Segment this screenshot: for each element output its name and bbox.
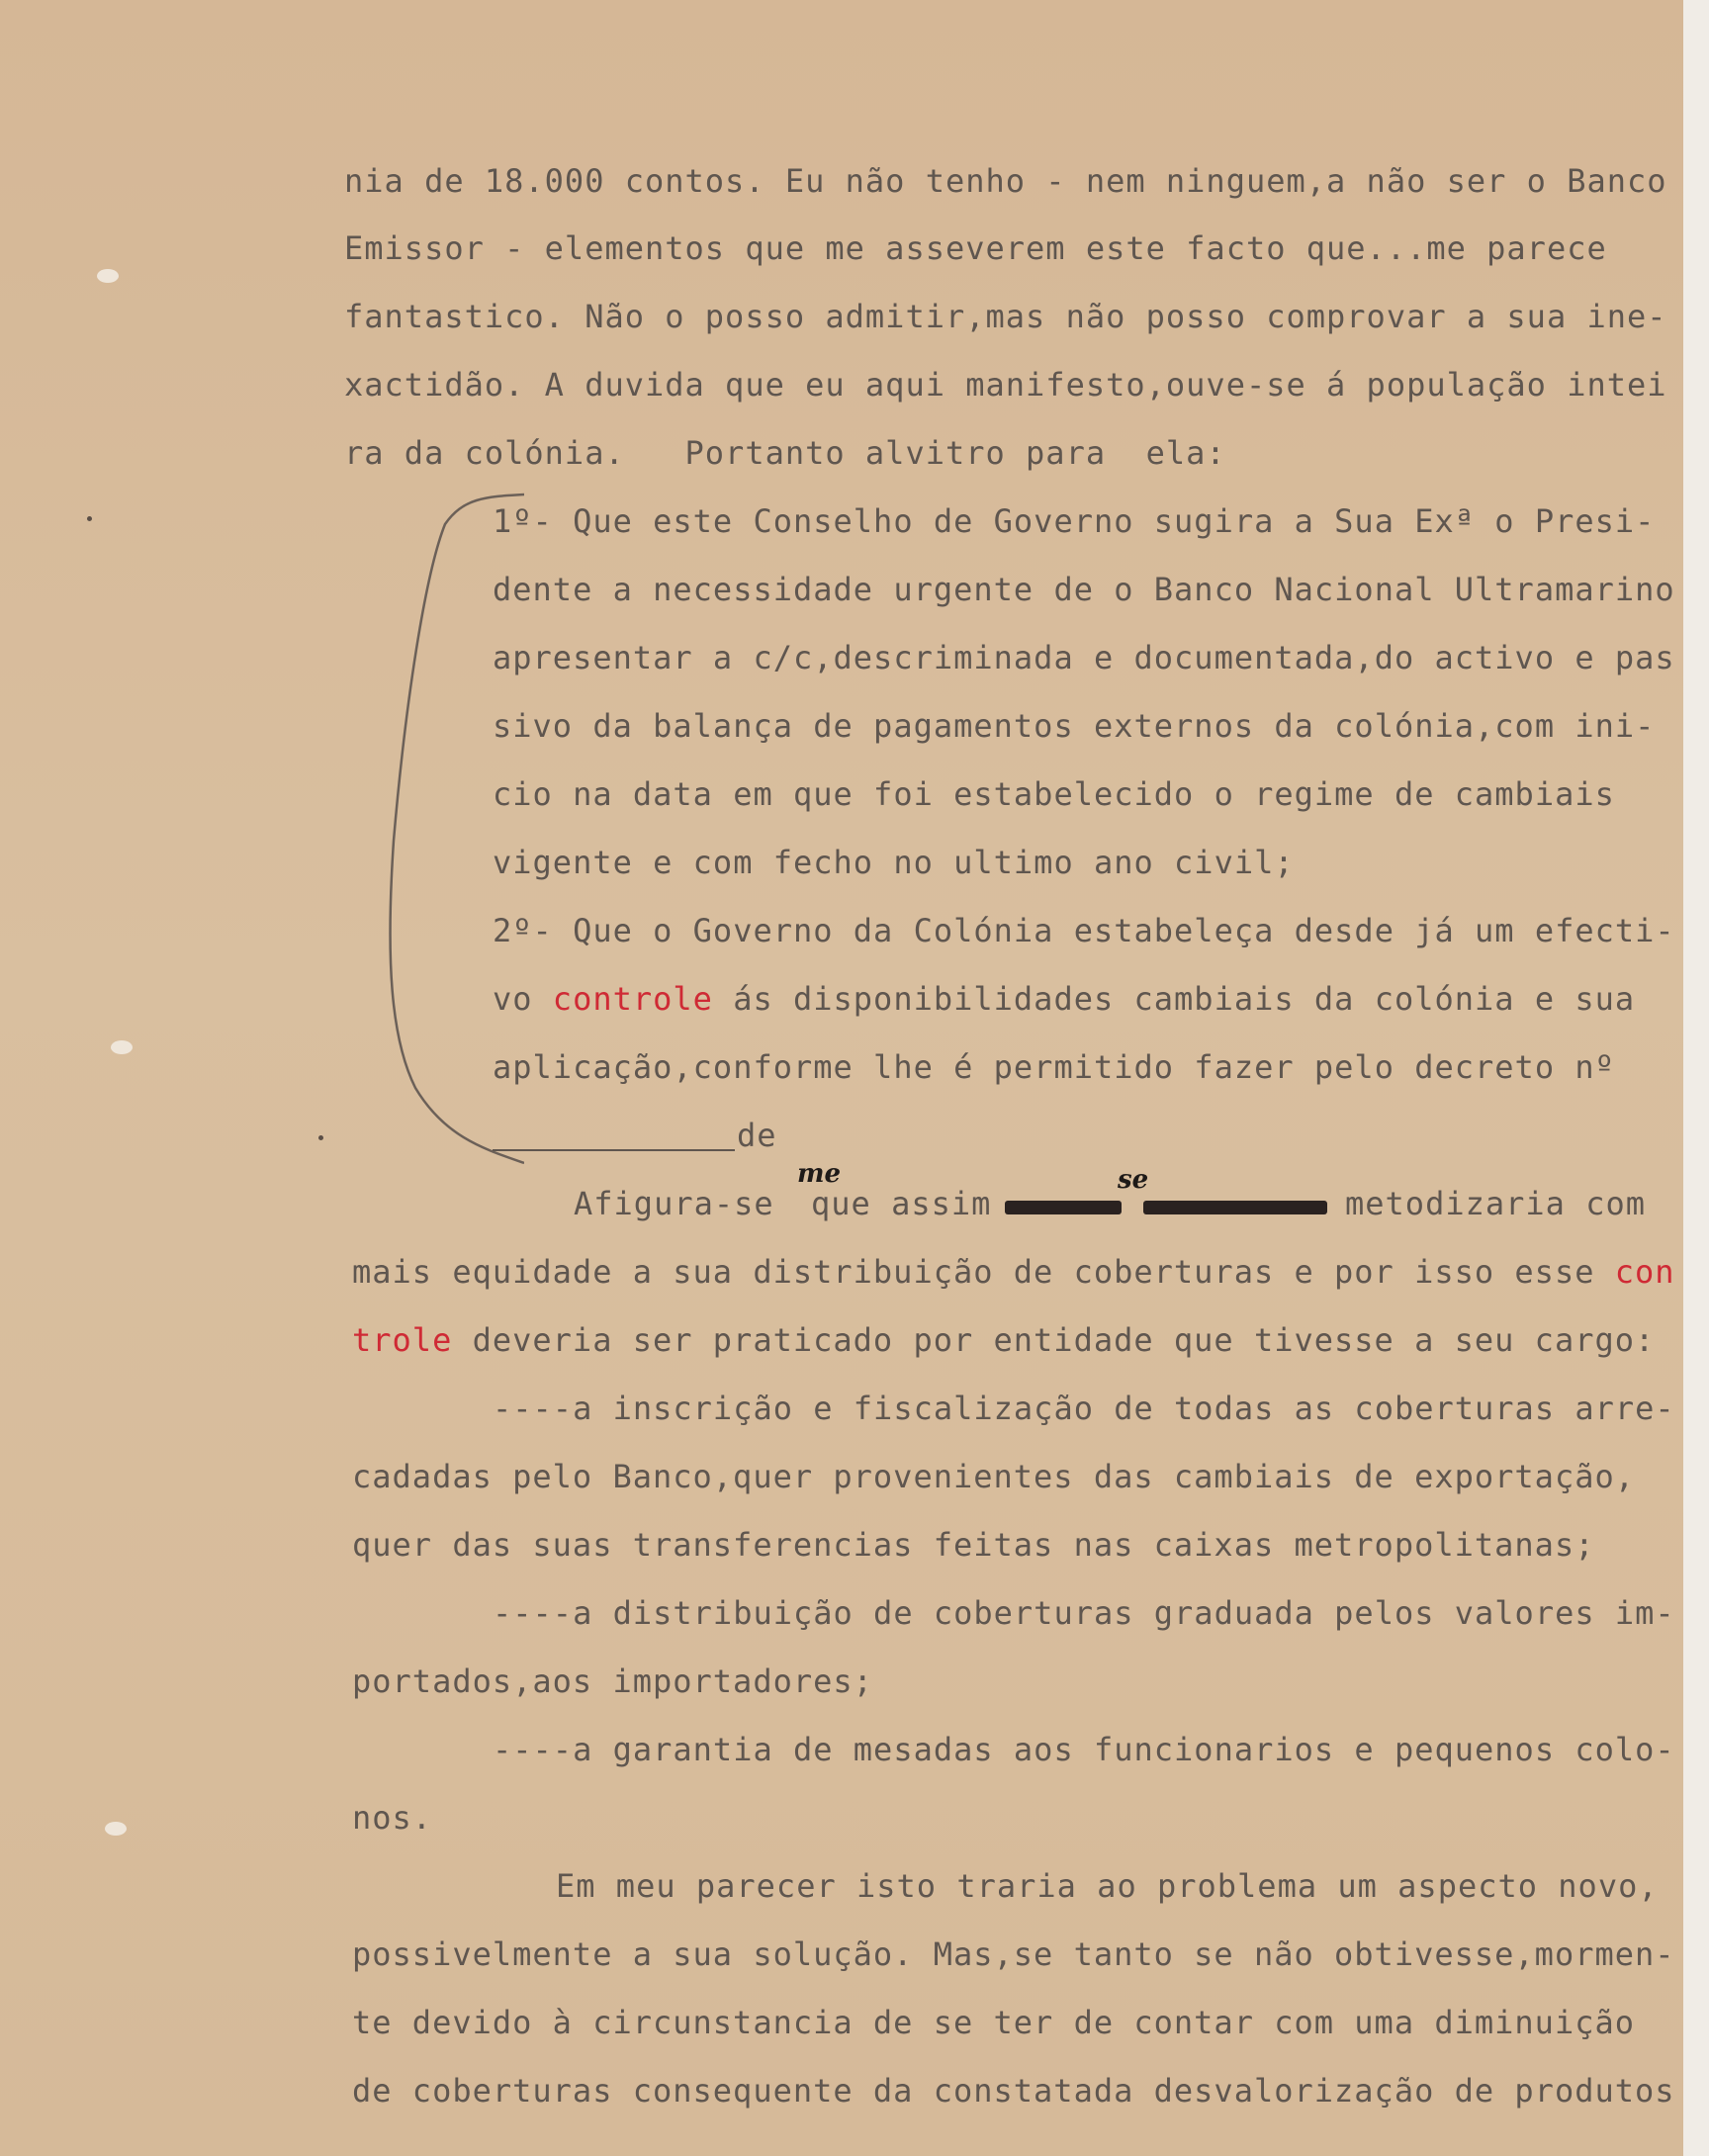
- item1-line: dente a necessidade urgente de o Banco Nacional Ultramarino: [493, 571, 1675, 608]
- punch-hole: [105, 1822, 127, 1836]
- item2-line: [493, 979, 1635, 1019]
- paragraph3-line: te devido à circunstancia de se ter de contar com uma diminuição: [352, 2004, 1635, 2041]
- struck-out-word: [1143, 1201, 1327, 1214]
- paragraph2-text: deveria ser praticado por entidade que tivesse a seu cargo:: [452, 1321, 1656, 1359]
- punch-hole: [97, 269, 119, 283]
- duty-line: ----a distribuição de coberturas graduada pelos valores im-: [493, 1594, 1675, 1632]
- item1-line: sivo da balança de pagamentos externos da colónia,com ini-: [493, 707, 1656, 745]
- ink-dot: [318, 1135, 323, 1140]
- duty-line: portados,aos importadores;: [352, 1662, 873, 1700]
- handwritten-se: se: [1118, 1165, 1149, 1195]
- paragraph2-line: [352, 1320, 1655, 1360]
- duty-line: nos.: [352, 1799, 433, 1837]
- item2-line: aplicação,conforme lhe é permitido fazer pelo decreto nº: [493, 1048, 1615, 1086]
- page-edge: [1683, 0, 1709, 2156]
- struck-out-word: [1005, 1201, 1122, 1214]
- duty-line: ----a garantia de mesadas aos funcionarios e pequenos colo-: [493, 1731, 1675, 1768]
- paragraph2-text: mais equidade a sua distribuição de coberturas e por isso esse: [352, 1253, 1615, 1291]
- duty-line: quer das suas transferencias feitas nas caixas metropolitanas;: [352, 1526, 1595, 1564]
- paragraph1-line: ra da colónia. Portanto alvitro para ela:: [344, 434, 1226, 472]
- item2-line: 2º- Que o Governo da Colónia estabeleça desde já um efecti-: [493, 912, 1675, 949]
- handwritten-me: me: [797, 1159, 842, 1189]
- item1-line: cio na data em que foi estabelecido o regime de cambiais: [493, 775, 1615, 813]
- duty-line: ----a inscrição e fiscalização de todas as coberturas arre-: [493, 1390, 1675, 1427]
- item1-line: 1º- Que este Conselho de Governo sugira a Sua Exª o Presi-: [493, 502, 1656, 540]
- item1-line: vigente e com fecho no ultimo ano civil;: [493, 844, 1295, 881]
- paragraph2-line: [352, 1252, 1675, 1292]
- decree-blank-line: [493, 1149, 735, 1151]
- paragraph1-line: xactidão. A duvida que eu aqui manifesto,ouve-se á população intei: [344, 366, 1667, 404]
- paragraph3-line: possivelmente a sua solução. Mas,se tanto se não obtivesse,mormen-: [352, 1935, 1675, 1973]
- paragraph1-line: fantastico. Não o posso admitir,mas não posso comprovar a sua ine-: [344, 298, 1667, 335]
- punch-hole: [111, 1040, 133, 1054]
- controle-highlight: con: [1614, 1253, 1675, 1291]
- item2-text: ás disponibilidades cambiais da colónia e sua: [712, 980, 1636, 1018]
- paragraph3-line: Em meu parecer isto traria ao problema um aspecto novo,: [556, 1867, 1659, 1905]
- paragraph1-line: nia de 18.000 contos. Eu não tenho - nem ninguem,a não ser o Banco: [344, 162, 1667, 200]
- ink-dot: [87, 516, 92, 521]
- paragraph1-line: Emissor - elementos que me asseverem este facto que...me parece: [344, 229, 1607, 267]
- controle-highlight: controle: [552, 980, 713, 1018]
- paragraph2-line: Afigura-se: [574, 1185, 774, 1222]
- item2-line: de: [737, 1117, 777, 1154]
- paragraph2-line: metodizaria com: [1345, 1185, 1646, 1222]
- duty-line: cadadas pelo Banco,quer provenientes das cambiais de exportação,: [352, 1458, 1635, 1495]
- item2-text: vo: [493, 980, 553, 1018]
- item1-line: apresentar a c/c,descriminada e documentada,do activo e pas: [493, 639, 1675, 676]
- controle-highlight: trole: [352, 1321, 453, 1359]
- paragraph3-line: de coberturas consequente da constatada desvalorização de produtos: [352, 2072, 1675, 2110]
- paragraph2-line: que assim: [811, 1185, 992, 1222]
